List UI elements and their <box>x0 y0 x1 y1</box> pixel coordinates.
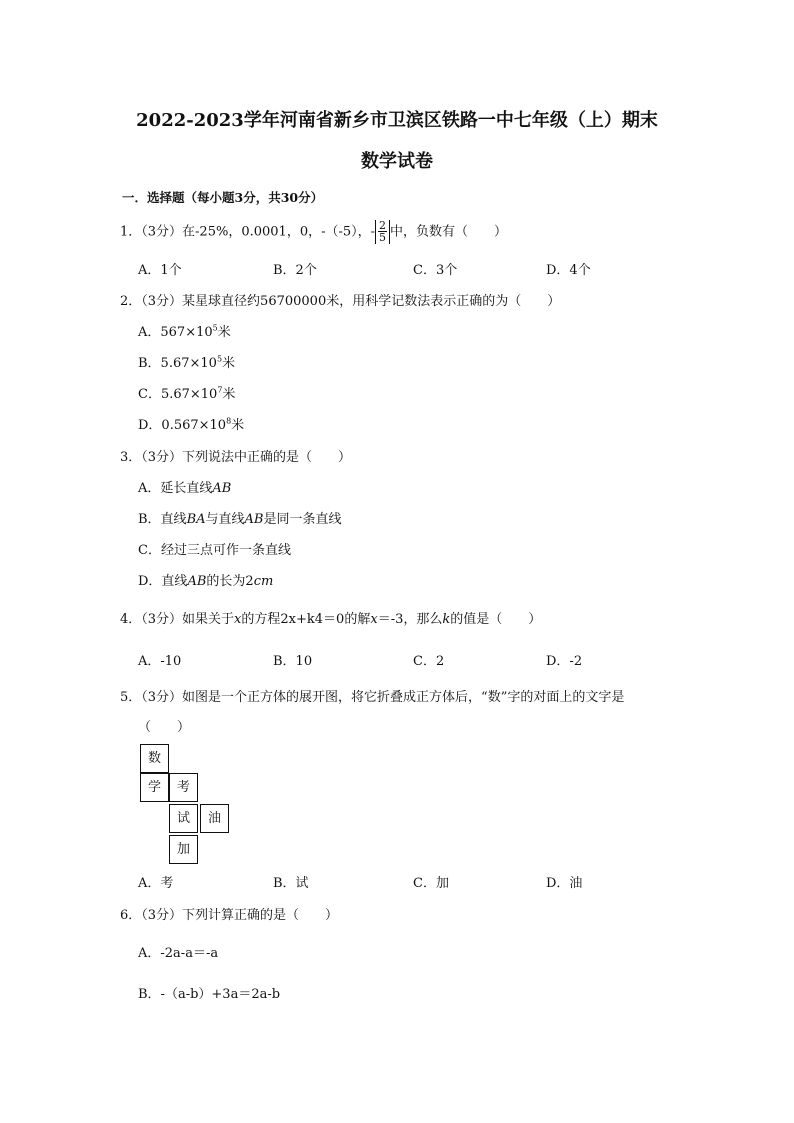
q3-option-b[interactable]: B．直线BA与直线AB是同一条直线 <box>138 512 342 527</box>
q5-option-a[interactable]: A．考 <box>138 876 174 891</box>
question-3-stem: 3．（3分）下列说法中正确的是（ ） <box>120 450 352 465</box>
q2-option-b[interactable]: B．$5.67\times 10^5$米 <box>138 354 236 371</box>
q1-abs <box>375 220 390 244</box>
net-cell-kao: 考 <box>169 773 198 802</box>
net-cell-shi: 试 <box>169 804 198 833</box>
q5-option-b[interactable]: B．试 <box>273 876 309 891</box>
q1-suffix: 中，负数有（ ） <box>390 224 508 240</box>
q3-option-c[interactable]: C．经过三点可作一条直线 <box>138 543 291 558</box>
q2-option-a[interactable]: A．$567\times 10^5$米 <box>138 323 231 340</box>
question-2-stem: 2．（3分）某星球直径约56700000米，用科学记数法表示正确的为（ ） <box>120 294 561 309</box>
q1-fraction <box>378 220 387 243</box>
question-1-stem <box>120 220 507 244</box>
q2-option-c[interactable]: C．$5.67\times 10^7$米 <box>138 385 236 402</box>
q1-frac-den: 5 <box>379 231 387 244</box>
q4-option-a[interactable]: A．-10 <box>138 654 182 669</box>
question-5-stem-cont: （ ） <box>138 720 191 735</box>
q1-option-a[interactable]: A．1个 <box>138 263 182 278</box>
q4-option-d[interactable]: D．-2 <box>546 654 583 669</box>
q1-prefix: 1．（3分）在-25%，0.0001，0，-（-5），- <box>120 224 376 240</box>
q2-option-d[interactable]: D．$0.567\times 10^8$米 <box>138 416 245 433</box>
q4-option-c[interactable]: C．2 <box>413 654 445 669</box>
net-cell-xue: 学 <box>140 773 169 802</box>
question-6-stem: 6．（3分）下列计算正确的是（ ） <box>120 908 339 923</box>
q1-frac-num: 2 <box>379 219 387 232</box>
title-line-1: 2022-2023学年河南省新乡市卫滨区铁路一中七年级（上）期末 <box>136 110 658 131</box>
net-cell-you: 油 <box>200 804 229 833</box>
net-cell-jia: 加 <box>169 835 198 864</box>
q1-option-c[interactable]: C．3个 <box>413 263 458 278</box>
section-heading: 一．选择题（每小题3分，共30分） <box>122 190 324 205</box>
title-line-2: 数学试卷 <box>361 151 433 172</box>
question-4-stem: 4．（3分）如果关于x的方程2x+k4＝0的解x＝-3，那么k的值是（ ） <box>120 612 542 627</box>
q3-option-d[interactable]: D．直线AB的长为2cm <box>138 574 274 589</box>
q6-option-a[interactable]: A．-2a-a＝-a <box>138 946 219 961</box>
q1-option-b[interactable]: B．2个 <box>273 263 317 278</box>
question-5-stem: 5．（3分）如图是一个正方体的展开图，将它折叠成正方体后，“数”字的对面上的文字是 <box>120 690 625 705</box>
q1-option-d[interactable]: D．4个 <box>546 263 591 278</box>
q6-option-b[interactable]: B．-（a-b）+3a＝2a-b <box>138 987 281 1002</box>
q5-option-c[interactable]: C．加 <box>413 876 449 891</box>
q4-option-b[interactable]: B．10 <box>273 654 313 669</box>
q3-option-a[interactable]: A．延长直线AB <box>138 481 232 496</box>
q5-option-d[interactable]: D．油 <box>546 876 583 891</box>
net-cell-shu: 数 <box>140 744 169 773</box>
